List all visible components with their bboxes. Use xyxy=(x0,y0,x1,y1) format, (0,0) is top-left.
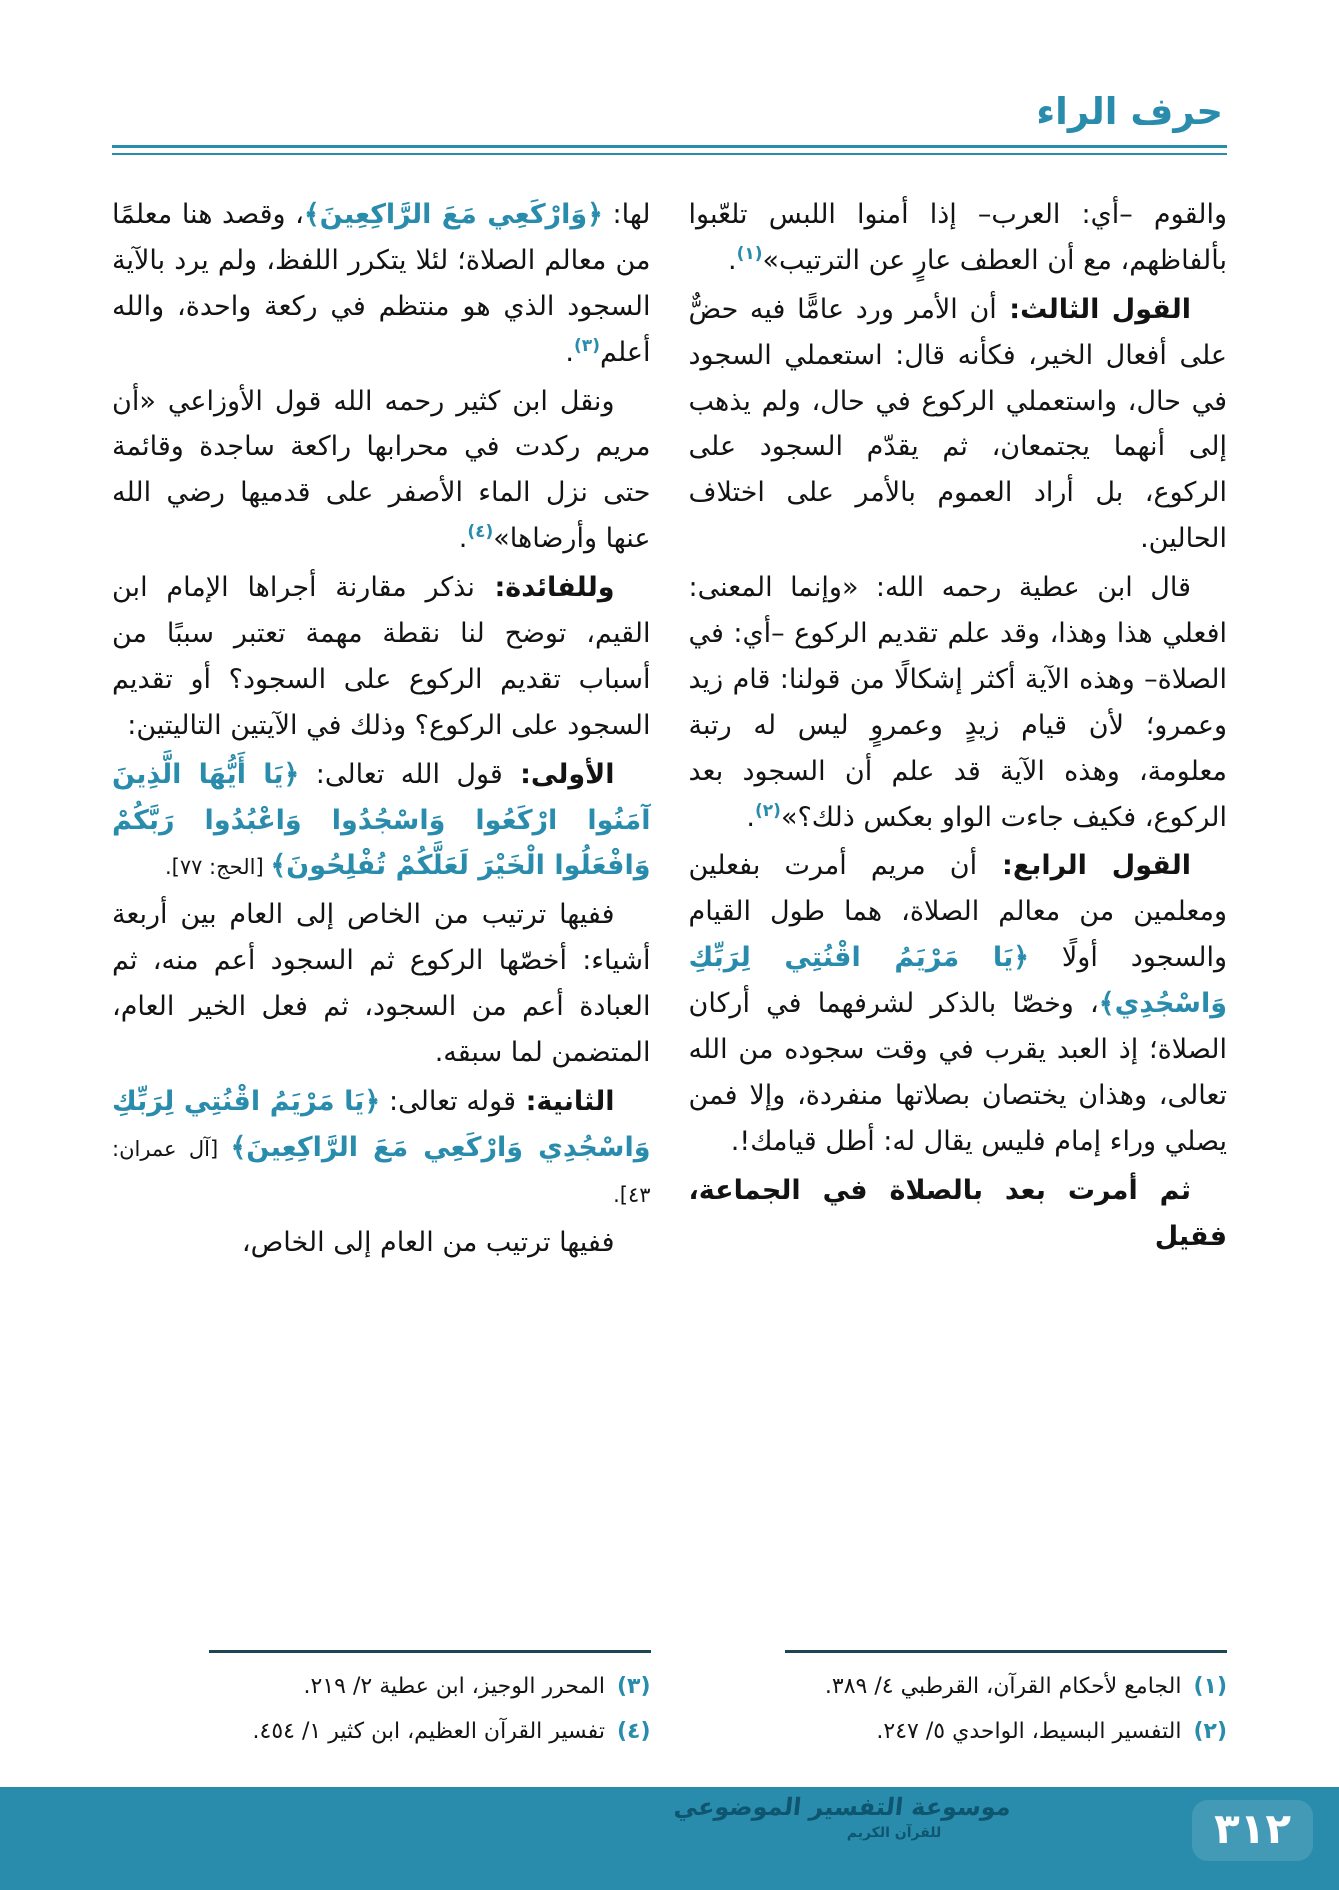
footnote-number: (١) xyxy=(1193,1674,1227,1699)
footnotes xyxy=(112,1650,1227,1760)
quran-verse: ﴿يَا أَيُّهَا الَّذِينَ آمَنُوا ارْكَعُوا وَاسْجُدُوا وَاعْبُدُوا رَبَّكُمْ وَافْعَلُوا الْخَيْرَ لَعَلَّكُمْ تُفْلِحُونَ﴾ xyxy=(112,758,651,882)
quran-verse: ﴿يَا مَرْيَمُ اقْنُتِي لِرَبِّكِ وَاسْجُدِي وَارْكَعِي مَعَ الرَّاكِعِينَ﴾ xyxy=(112,1085,651,1163)
paragraph xyxy=(112,565,651,749)
text-run: أن الأمر ورد عامًّا فيه حضٌّ على أفعال الخير، فكأنه قال: استعملي السجود في حال، واستعملي الركوع في حال، ولم يذهب إلى أنهما يجتمعان، ثم يقدّم السجود على الركوع، بل أراد العموم بالأمر على اختلاف الحالين. xyxy=(688,293,1227,555)
footnote-number: (٣) xyxy=(616,1674,651,1699)
lead-in: الثانية: xyxy=(515,1085,615,1117)
footnote-text: الجامع لأحكام القرآن، القرطبي ٤/ ٣٨٩. xyxy=(824,1674,1182,1699)
footer-bar xyxy=(0,1787,1339,1890)
quran-verse: ﴿وَارْكَعِي مَعَ الرَّاكِعِينَ﴾ xyxy=(303,199,603,230)
paragraph xyxy=(689,192,1228,284)
text-run: ، وخصّا بالذكر لشرفهما في أركان الصلاة؛ إذ العبد يقرب في وقت سجوده من الله تعالى، وهذان يختصان بصلاتها منفردة، وإلا فمن يصلي وراء إمام فليس يقال له: أطل قيامك!. xyxy=(688,988,1227,1157)
text-run: ففيها ترتيب من الخاص إلى العام بين أربعة أشياء: أخصّها الركوع ثم السجود أعم منه، ثم العبادة أعم من السجود، ثم فعل الخير العام، المتضمن لما سبقه. xyxy=(112,899,651,1069)
lead-in: الأولى: xyxy=(502,758,615,790)
lead-in: ثم أمرت بعد بالصلاة في الجماعة، فقيل xyxy=(688,1174,1227,1252)
footnote-ref: (٤) xyxy=(467,522,494,543)
footnote-rule-left xyxy=(209,1650,651,1653)
paragraph xyxy=(112,892,651,1076)
lead-in: وللفائدة: xyxy=(474,572,615,604)
quran-verse: ﴿يَا مَرْيَمُ اقْنُتِي لِرَبِّكِ وَاسْجُدِي﴾ xyxy=(688,942,1227,1020)
text-run: ، وقصد هنا معلمًا من معالم الصلاة؛ لئلا يتكرر اللفظ، ولم يرد بالآية السجود الذي هو منتظم في ركعة واحدة، والله أعلم xyxy=(112,199,651,368)
footnote-item xyxy=(689,1669,1228,1705)
publisher-logo xyxy=(672,1793,1013,1841)
column-right xyxy=(689,192,1228,1640)
text-run: قوله تعالى: xyxy=(380,1085,516,1117)
header-rule-bottom xyxy=(112,153,1227,155)
verse-citation: [آل عمران: ٤٣]. xyxy=(112,1136,651,1207)
text-run: نذكر مقارنة أجراها الإمام ابن القيم، توضح لنا نقطة مهمة تعتبر سببًا من أسباب تقديم الركوع على السجود؟ أو تقديم السجود على الركوع؟ وذلك في الآيتين التاليتين: xyxy=(112,572,651,741)
verse-citation: [الحج: ٧٧]. xyxy=(164,855,271,880)
footnote-number: (٢) xyxy=(1193,1719,1227,1745)
paragraph xyxy=(689,287,1228,562)
column-left xyxy=(112,192,651,1640)
text-run: . xyxy=(565,336,575,368)
page-content xyxy=(112,192,1227,1640)
paragraph xyxy=(689,565,1228,840)
footnote-item xyxy=(112,1669,651,1705)
text-run: قال ابن عطية رحمه الله: «وإنما المعنى: افعلي هذا وهذا، وقد علم تقديم الركوع –أي: في الصلاة– وهذه الآية أكثر إشكالًا من قولنا: قام زيد وعمرو؛ لأن قيام زيدٍ وعمروٍ ليس له رتبة معلومة، وهذه الآية قد علم أن السجود بعد الركوع، فكيف جاءت الواو بعكس ذلك؟» xyxy=(688,572,1227,833)
paragraph xyxy=(689,843,1228,1164)
paragraph xyxy=(112,1079,651,1217)
lead-in: القول الرابع: xyxy=(977,850,1191,882)
footnotes-right xyxy=(689,1650,1228,1760)
paragraph xyxy=(112,192,651,376)
text-run: لها: xyxy=(602,199,651,230)
footnote-item xyxy=(112,1714,651,1750)
text-run: . xyxy=(746,801,755,833)
footnote-text: المحرر الوجيز، ابن عطية ٢/ ٢١٩. xyxy=(303,1674,605,1699)
publisher-logo-subtitle: للقرآن الكريم xyxy=(846,1825,942,1841)
paragraph xyxy=(112,1220,651,1266)
text-run: . xyxy=(458,523,468,555)
header-rule-top xyxy=(112,145,1227,148)
page-number: ٣١٢ xyxy=(1192,1800,1313,1861)
footnote-item xyxy=(689,1714,1228,1750)
text-run: أن مريم أمرت بفعلين ومعلمين من معالم الصلاة، هما طول القيام والسجود أولًا xyxy=(688,850,1227,974)
page-header xyxy=(112,90,1227,155)
text-run: ففيها ترتيب من العام إلى الخاص، xyxy=(241,1226,615,1258)
footnote-text: تفسير القرآن العظيم، ابن كثير ١/ ٤٥٤. xyxy=(252,1719,605,1745)
footnote-text: التفسير البسيط، الواحدي ٥/ ٢٤٧. xyxy=(876,1719,1182,1745)
lead-in: القول الثالث: xyxy=(996,293,1191,325)
footnote-rule-right xyxy=(785,1650,1227,1653)
text-run: . xyxy=(727,244,737,276)
paragraph xyxy=(112,752,651,890)
footnote-ref: (٢) xyxy=(754,800,781,821)
footnotes-left xyxy=(112,1650,651,1760)
paragraph xyxy=(112,379,651,563)
publisher-logo-title: موسوعة التفسير الموضوعي xyxy=(672,1793,1013,1821)
footnote-number: (٤) xyxy=(616,1719,651,1745)
footnote-ref: (٣) xyxy=(574,335,600,356)
text-run: قول الله تعالى: xyxy=(299,758,503,790)
footnote-ref: (١) xyxy=(736,243,763,264)
text-run: ونقل ابن كثير رحمه الله قول الأوزاعي «أن مريم ركدت في محرابها راكعة ساجدة وقائمة حتى نزل الماء الأصفر على قدميها رضي الله عنها وأرضاها» xyxy=(112,385,651,555)
text-run: والقوم –أي: العرب– إذا أمنوا اللبس تلعّبوا بألفاظهم، مع أن العطف عارٍ عن الترتيب» xyxy=(688,199,1227,276)
paragraph xyxy=(689,1168,1228,1260)
chapter-title: حرف الراء xyxy=(1036,90,1223,133)
